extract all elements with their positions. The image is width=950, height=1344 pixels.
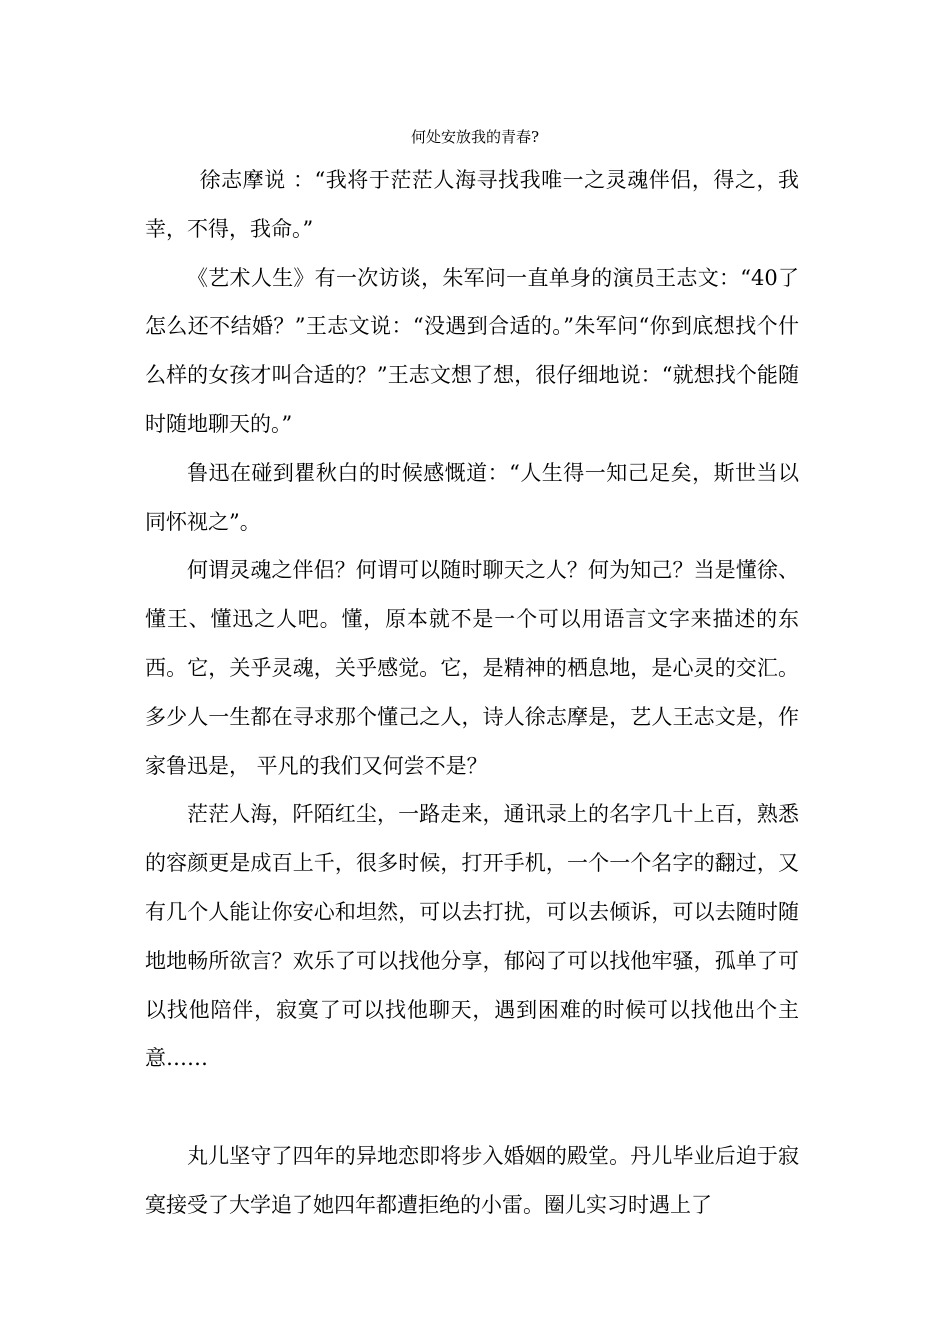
paragraph-spacer <box>145 1083 799 1132</box>
paragraph-friends-stories: 丸儿坚守了四年的异地恋即将步入婚姻的殿堂。丹儿毕业后迫于寂寞接受了大学追了她四年都遭拒绝的小雷。圈儿实习时遇上了 <box>145 1143 799 1217</box>
paragraph-contacts-reflection: 茫茫人海，阡陌红尘，一路走来，通讯录上的名字几十上百，熟悉的容颜更是成百上千，很多时候，打开手机，一个一个名字的翻过，又有几个人能让你安心和坦然，可以去打扰，可以去倾诉，可以去随时随地地畅所欲言？欢乐了可以找他分享，郁闷了可以找他牢骚，孤单了可以找他陪伴，寂寞了可以找他聊天，遇到困难的时候可以找他出个主意…… <box>145 802 799 1071</box>
paragraph-soulmate-reflection: 何谓灵魂之伴侣？何谓可以随时聊天之人？何为知己？当是懂徐、懂王、懂迅之人吧。懂，原本就不是一个可以用语言文字来描述的东西。它，关乎灵魂，关乎感觉。它，是精神的栖息地，是心灵的交汇。多少人一生都在寻求那个懂己之人，诗人徐志摩是，艺人王志文是，作家鲁迅是， 平凡的我们又何尝不是？ <box>145 558 799 778</box>
document-title: 何处安放我的青春? <box>410 128 540 146</box>
paragraph-art-life-interview: 《艺术人生》有一次访谈，朱军问一直单身的演员王志文：“40了怎么还不结婚？”王志文说：“没遇到合适的。”朱军问“你到底想找个什么样的女孩才叫合适的？”王志文想了想，很仔细地说：“就想找个能随时随地聊天的。” <box>145 265 799 436</box>
paragraph-lu-xun-quote: 鲁迅在碰到瞿秋白的时候感慨道：“人生得一知己足矣，斯世当以同怀视之”。 <box>145 460 799 534</box>
paragraph-xu-zhimo-quote: 徐志摩说 ：“我将于茫茫人海寻找我唯一之灵魂伴侣，得之，我幸，不得，我命。” <box>145 168 799 241</box>
document-body <box>145 156 799 1230</box>
